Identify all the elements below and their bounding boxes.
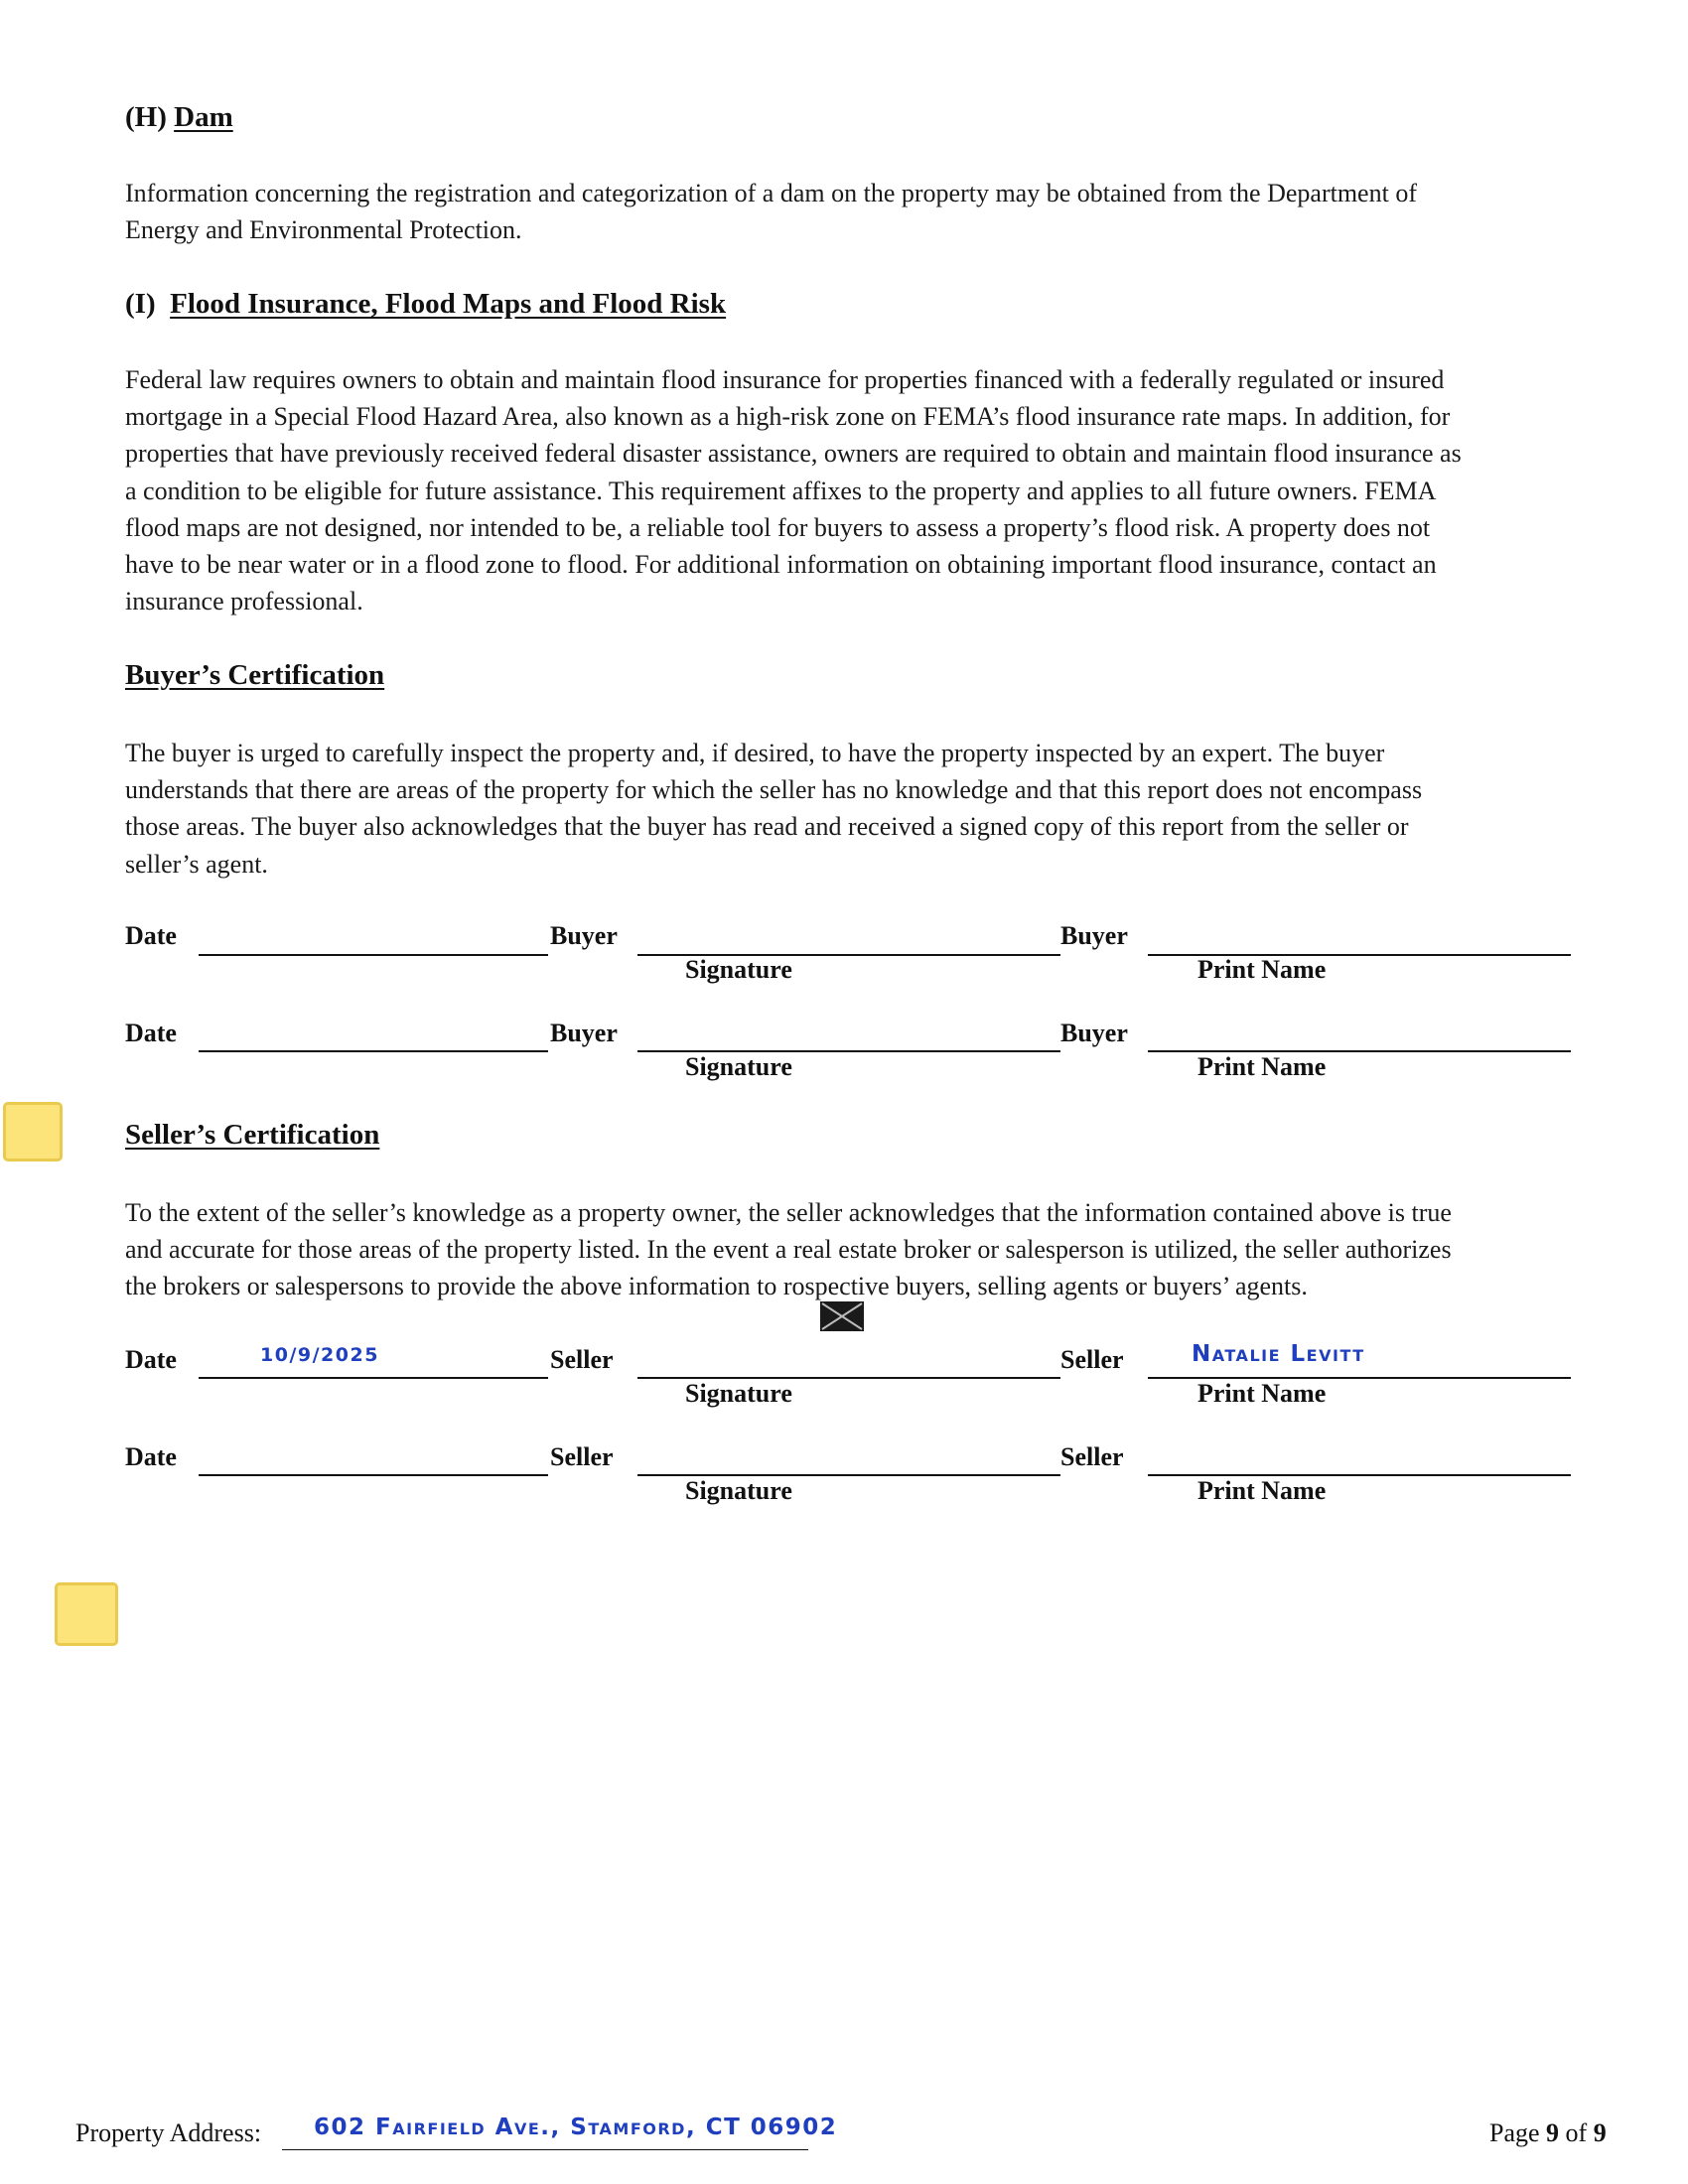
buyer-line: those areas. The buyer also acknowledges that the buyer has read and received a signed copy of this report from the seller or — [125, 812, 1409, 842]
date-label: Date — [125, 921, 177, 950]
seller-date-value: 10/9/2025 — [260, 1344, 379, 1366]
section-h-heading — [125, 101, 233, 134]
seller-label: Seller — [1060, 1345, 1124, 1374]
buyer-certification-heading — [125, 659, 384, 692]
buyer-label: Buyer — [1060, 1019, 1128, 1047]
date-label: Date — [125, 1345, 177, 1374]
sticky-note-icon[interactable] — [55, 1582, 118, 1646]
print-name-caption: Print Name — [1197, 955, 1327, 984]
date-label: Date — [125, 1019, 177, 1047]
buyer-line: seller’s agent. — [125, 849, 268, 879]
page-current: 9 — [1546, 2118, 1560, 2147]
section-i-heading — [125, 288, 726, 321]
section-h-title: Dam — [174, 101, 233, 133]
print-name-caption: Print Name — [1197, 1476, 1327, 1505]
buyer-date-field[interactable] — [199, 1050, 548, 1052]
envelope-icon[interactable] — [820, 1301, 864, 1331]
date-label: Date — [125, 1442, 177, 1471]
seller-paragraph — [125, 1194, 1565, 1305]
seller-label: Seller — [550, 1442, 614, 1471]
flood-line: a condition to be eligible for future assistance. This requirement affixes to the property and applies to all future owners. FEMA — [125, 476, 1437, 505]
buyer-line: The buyer is urged to carefully inspect the property and, if desired, to have the property inspected by an expert. The buyer — [125, 739, 1385, 767]
property-address-label: Property Address: — [75, 2118, 262, 2147]
seller-date-field[interactable] — [199, 1474, 548, 1476]
seller-line: To the extent of the seller’s knowledge as a property owner, the seller acknowledges that the information contained above is true — [125, 1198, 1452, 1227]
seller-line: and accurate for those areas of the property listed. In the event a real estate broker or salesperson is utilized, the seller authorizes — [125, 1235, 1452, 1265]
flood-line: flood maps are not designed, nor intended to be, a reliable tool for buyers to assess a property’s flood risk. A property does not — [125, 512, 1431, 542]
buyer-date-field[interactable] — [199, 954, 548, 956]
seller-label: Seller — [1060, 1442, 1124, 1471]
dam-paragraph — [125, 175, 1565, 248]
print-name-caption: Print Name — [1197, 1052, 1327, 1081]
signature-caption: Signature — [685, 1379, 792, 1408]
sticky-note-icon[interactable] — [3, 1102, 63, 1161]
flood-line: insurance professional. — [125, 587, 363, 616]
print-name-caption: Print Name — [1197, 1379, 1327, 1408]
flood-line: have to be near water or in a flood zone to flood. For additional information on obtaining important flood insurance, contact an — [125, 550, 1437, 580]
seller-certification-heading — [125, 1119, 379, 1152]
dam-line: Energy and Environmental Protection. — [125, 215, 522, 245]
seller-label: Seller — [550, 1345, 614, 1374]
page-total: 9 — [1593, 2118, 1607, 2147]
property-address-value: 602 Fairfield Ave., Stamford, CT 06902 — [314, 2115, 838, 2140]
buyer-label: Buyer — [550, 1019, 618, 1047]
flood-line: mortgage in a Special Flood Hazard Area, also known as a high-risk zone on FEMA’s flood insurance rate maps. In addition, for — [125, 402, 1451, 432]
buyer-line: understands that there are areas of the property for which the seller has no knowledge and that this report does not encompass — [125, 775, 1423, 805]
page-of: of — [1565, 2118, 1588, 2147]
signature-caption: Signature — [685, 1476, 792, 1505]
property-address-field[interactable] — [282, 2149, 808, 2150]
buyer-label: Buyer — [550, 921, 618, 950]
buyer-label: Buyer — [1060, 921, 1128, 950]
seller-line: the brokers or salespersons to provide the above information to rospective buyers, selling agents or buyers’ agents. — [125, 1272, 1308, 1301]
section-i-title: Flood Insurance, Flood Maps and Flood Risk — [170, 288, 727, 320]
buyer-certification-title: Buyer’s Certification — [125, 659, 385, 691]
section-i-letter: (I) — [125, 288, 156, 320]
dam-line: Information concerning the registration and categorization of a dam on the property may be obtained from the Department of — [125, 179, 1417, 207]
buyer-paragraph — [125, 735, 1565, 883]
flood-line: Federal law requires owners to obtain and maintain flood insurance for properties financed with a federally regulated or insured — [125, 365, 1445, 394]
signature-caption: Signature — [685, 1052, 792, 1081]
page-number — [1489, 2118, 1607, 2148]
signature-caption: Signature — [685, 955, 792, 984]
seller-certification-title: Seller’s Certification — [125, 1119, 380, 1151]
flood-line: properties that have previously received federal disaster assistance, owners are required to obtain and maintain flood insurance as — [125, 439, 1462, 469]
seller-date-field[interactable] — [199, 1377, 548, 1379]
page-prefix: Page — [1489, 2118, 1540, 2147]
section-h-letter: (H) — [125, 101, 167, 133]
flood-paragraph — [125, 361, 1565, 619]
seller-print-name-value: Natalie Levitt — [1192, 1341, 1365, 1367]
